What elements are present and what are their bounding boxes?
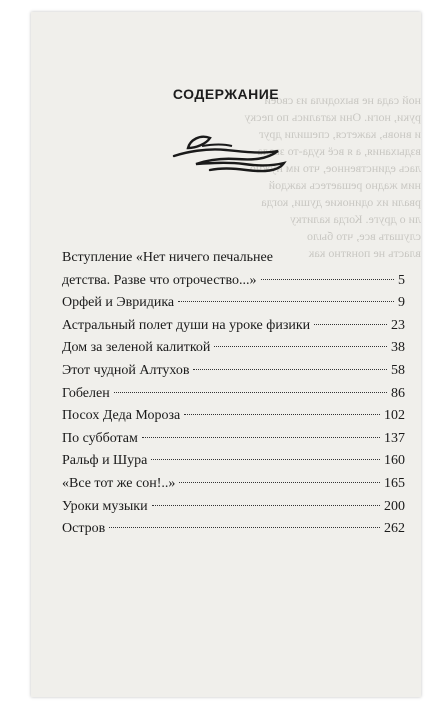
dot-leader xyxy=(314,324,387,325)
dot-leader xyxy=(184,414,380,415)
toc-entry[interactable] xyxy=(62,337,405,360)
toc-entry-page: 160 xyxy=(384,453,405,469)
toc-entry[interactable] xyxy=(62,247,405,292)
toc-entry-page: 23 xyxy=(391,317,405,333)
table-of-contents xyxy=(62,247,405,541)
dot-leader xyxy=(152,505,380,506)
dot-leader xyxy=(114,392,387,393)
toc-entry[interactable] xyxy=(62,518,405,541)
toc-entry-title: Вступление «Нет ничего печальнее xyxy=(62,250,273,265)
toc-entry-title: Гобелен xyxy=(62,385,110,401)
dot-leader xyxy=(179,482,380,483)
toc-entry-title: По субботам xyxy=(62,430,138,446)
toc-entry-page: 9 xyxy=(398,295,405,311)
dot-leader xyxy=(142,437,380,438)
toc-entry-title: Ральф и Шура xyxy=(62,453,148,469)
toc-entry[interactable] xyxy=(62,405,405,428)
toc-entry-title: Посох Деда Мороза xyxy=(62,408,181,424)
toc-entry-title: Этот чудной Алтухов xyxy=(62,362,190,378)
toc-entry-page: 5 xyxy=(398,272,405,288)
bleed-through-text: ной сада не выходила из своей руки, ноги. Они катались по песку и вновь, кажется, спешили друг вздыхания, а я всё куда-то звала лась единственное, что им нужно ним жадно решаетесь каждой рвали их одинокие души, когда ли о друге. Когда калитку слушать все, что было власть не понятно как xyxy=(244,93,421,260)
toc-entry-page: 86 xyxy=(391,385,405,401)
ornament-flourish xyxy=(166,126,306,186)
dot-leader xyxy=(151,459,380,460)
toc-entry[interactable] xyxy=(62,383,405,406)
dot-leader xyxy=(214,346,387,347)
page-title: СОДЕРЖАНИЕ xyxy=(172,86,280,102)
dot-leader xyxy=(109,527,380,528)
toc-entry[interactable] xyxy=(62,292,405,315)
toc-entry-page: 58 xyxy=(391,362,405,378)
toc-entry-page: 165 xyxy=(384,475,405,491)
dot-leader xyxy=(178,301,394,302)
book-page xyxy=(31,12,421,697)
toc-entry-page: 137 xyxy=(384,430,405,446)
toc-entry-title: детства. Разве что отрочество...» xyxy=(62,272,257,288)
dot-leader xyxy=(261,279,394,280)
toc-entry[interactable] xyxy=(62,428,405,451)
toc-entry[interactable] xyxy=(62,473,405,496)
toc-entry-title: Дом за зеленой калиткой xyxy=(62,340,211,356)
toc-entry[interactable] xyxy=(62,360,405,383)
toc-entry-page: 38 xyxy=(391,340,405,356)
toc-entry-page: 200 xyxy=(384,498,405,514)
dot-leader xyxy=(193,369,387,370)
toc-entry-title: Орфей и Эвридика xyxy=(62,295,175,311)
toc-entry[interactable] xyxy=(62,496,405,519)
toc-entry-title: Остров xyxy=(62,521,106,537)
toc-entry[interactable] xyxy=(62,450,405,473)
toc-entry-title: Уроки музыки xyxy=(62,498,148,514)
toc-entry-title: «Все тот же сон!..» xyxy=(62,475,176,491)
toc-entry-title: Астральный полет души на уроке физики xyxy=(62,317,311,333)
toc-entry-page: 262 xyxy=(384,521,405,537)
toc-entry[interactable] xyxy=(62,315,405,338)
toc-entry-page: 102 xyxy=(384,408,405,424)
